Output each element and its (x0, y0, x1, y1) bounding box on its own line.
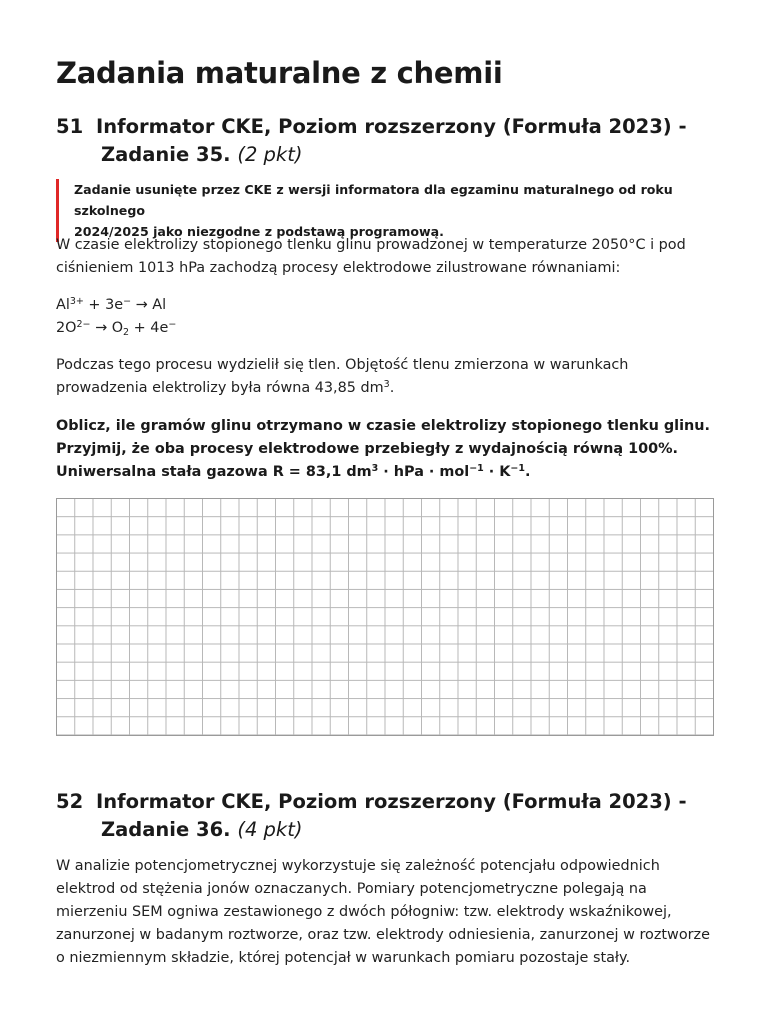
page-title: Zadania maturalne z chemii (56, 56, 503, 90)
task-heading-line1: Informator CKE, Poziom rozszerzony (Formuła 2023) - (96, 790, 687, 813)
intro-line: ciśnieniem 1013 hPa zachodzą procesy elektrodowe zilustrowane równaniami: (56, 260, 621, 276)
removed-task-notice (56, 179, 706, 242)
intro-line: W czasie elektrolizy stopionego tlenku glinu prowadzonej w temperaturze 2050°C i pod (56, 237, 686, 253)
task-52-heading (56, 788, 716, 844)
notice-line: 2024/2025 jako niezgodne z podstawą programową. (74, 224, 444, 239)
text-line: prowadzenia elektrolizy była równa 43,85 $dm^3$. (56, 378, 395, 396)
body-line: W analizie potencjometrycznej wykorzystuje się zależność potencjału odpowiednich (56, 858, 660, 874)
command-line: Oblicz, ile gramów glinu otrzymano w czasie elektrolizy stopionego tlenku glinu. (56, 418, 710, 434)
electrode-equations (56, 294, 721, 340)
body-line: mierzeniu SEM ogniwa zestawionego z dwóch półogniw: tzw. elektrody wskaźnikowej, (56, 904, 672, 920)
notice-line: Zadanie usunięte przez CKE z wersji informatora dla egzaminu maturalnego od roku szkolnego (74, 182, 673, 218)
task-heading-line1: Informator CKE, Poziom rozszerzony (Formuła 2023) - (96, 115, 687, 138)
task-heading-line2: Zadanie 35. (101, 143, 231, 166)
gas-constant-line: Uniwersalna stała gazowa R = 83,1 $dm^3$ · hPa · $mol^{-1} \cdot K^{-1}$. (56, 462, 531, 480)
command-line: Przyjmij, że oba procesy elektrodowe przebiegły z wydajnością równą 100%. (56, 441, 679, 457)
task-command (56, 415, 721, 484)
body-line: zanurzonej w badanym roztworze, oraz tzw. elektrody odniesienia, zanurzonej w roztworze (56, 927, 710, 943)
oxygen-volume-text (56, 354, 721, 400)
task-number: 52 (56, 790, 84, 813)
body-line: o niezmiennym składzie, której potencjał w warunkach pomiaru pozostaje stały. (56, 950, 631, 966)
text-line: Podczas tego procesu wydzielił się tlen. Objętość tlenu zmierzona w warunkach (56, 357, 629, 373)
task-points: (4 pkt) (237, 818, 303, 841)
task-51-heading (56, 113, 716, 169)
answer-grid[interactable] (56, 498, 714, 736)
task-intro (56, 234, 721, 280)
equation-cathode: $Al^{3+} + 3e^- \to Al$ (56, 295, 167, 313)
task-heading-line2: Zadanie 36. (101, 818, 231, 841)
task-52-body (56, 855, 721, 970)
task-number: 51 (56, 115, 84, 138)
equation-anode: $2O^{2-} \to O_2 + 4e^-$ (56, 318, 177, 338)
body-line: elektrod od stężenia jonów oznaczanych. Pomiary potencjometryczne polegają na (56, 881, 647, 897)
task-points: (2 pkt) (237, 143, 303, 166)
